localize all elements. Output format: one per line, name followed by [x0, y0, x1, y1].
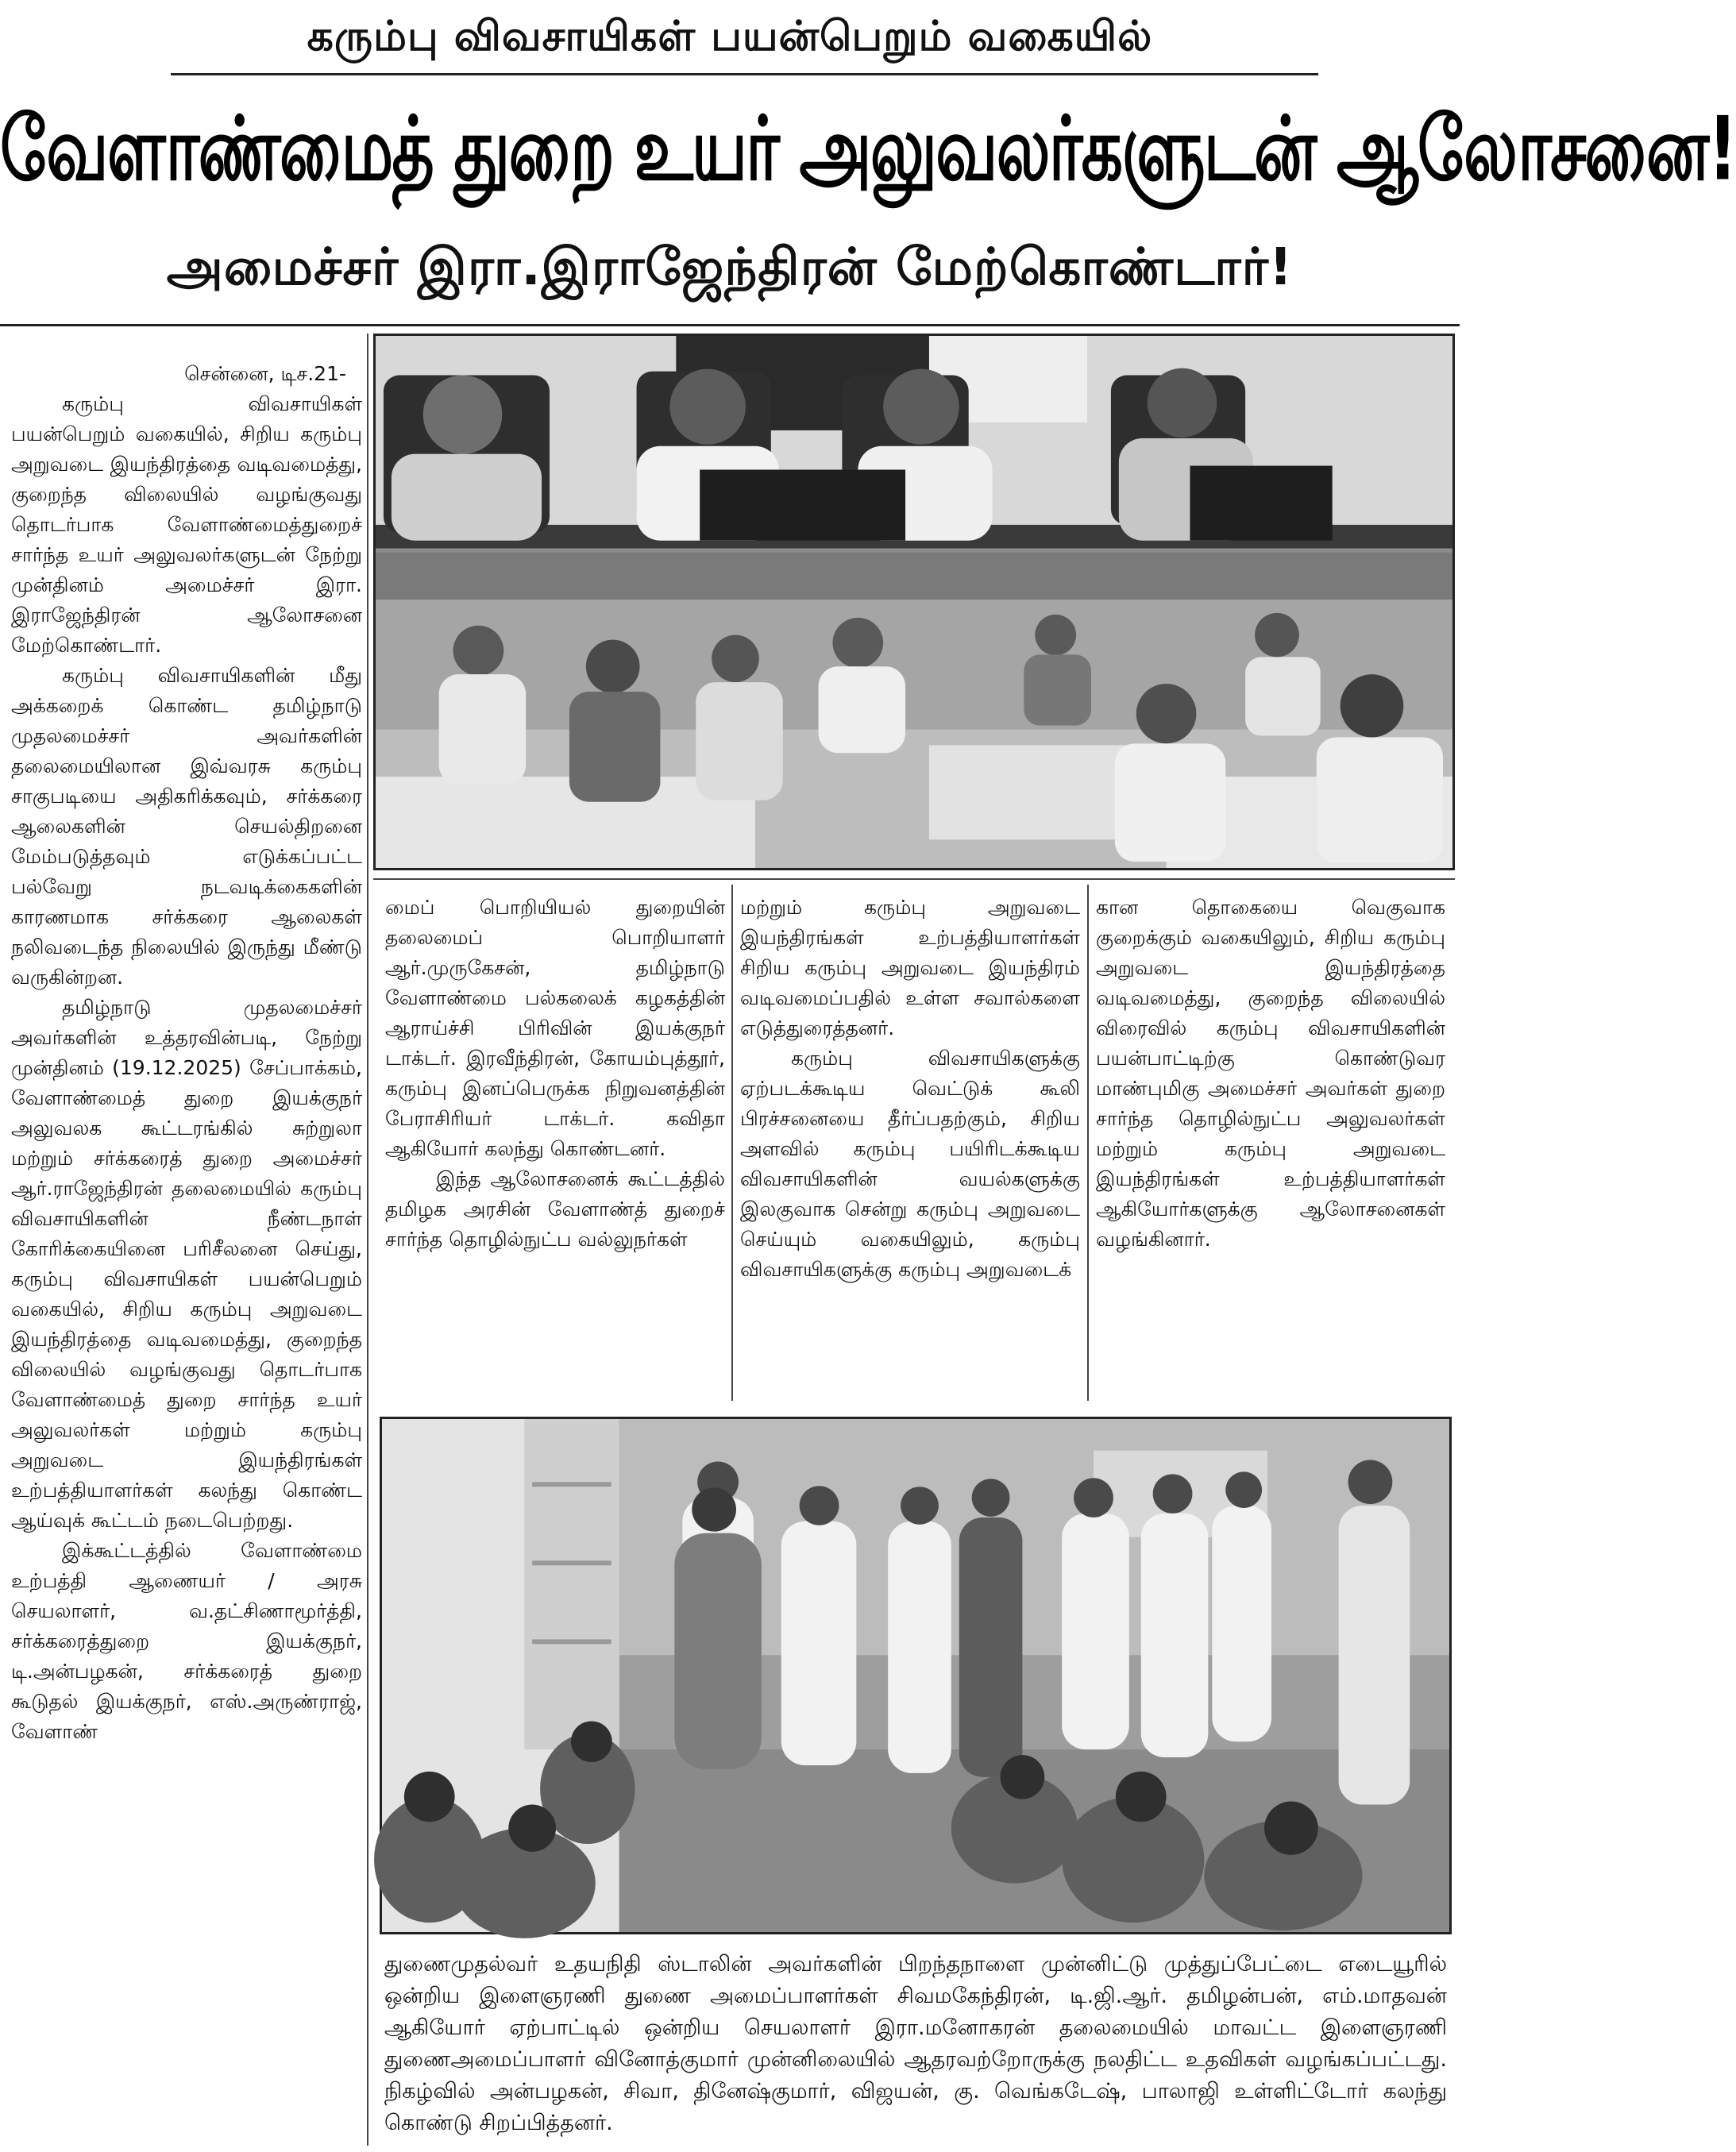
welfare-event-photo [380, 1417, 1452, 1934]
article-paragraph: கரும்பு விவசாயிகள் பயன்பெறும் வகையில், சிறிய கரும்பு அறுவடை இயந்திரத்தை வடிவமைத்து, குறைந்த விலையில் வழங்குவது தொடர்பாக வேளாண்மைத்துறைச் சார்ந்த உயர் அலுவலர்களுடன் நேற்று முன்தினம் அமைச்சர் இரா. இராஜேந்திரன் ஆலோசனை மேற்கொண்டார். [11, 392, 362, 657]
column-divider [731, 885, 733, 1401]
sub-headline: அமைச்சர் இரா.இராஜேந்திரன் மேற்கொண்டார்! [166, 238, 1294, 297]
article-paragraph: கான தொகையை வெகுவாக குறைக்கும் வகையிலும், சிறிய கரும்பு அறுவடை இயந்திரத்தை வடிவமைத்து, குறைந்த விலையில் விரைவில் கரும்பு விவசாயிகளின் பயன்பாட்டிற்கு கொண்டுவர மாண்புமிகு அமைச்சர் அவர்கள் துறை சார்ந்த தொழில்நுட்ப அலுவலர்கள் மற்றும் கரும்பு அறுவடை இயந்திரங்கள் உற்பத்தியாளர்கள் ஆகியோர்களுக்கு ஆலோசனைகள் வழங்கினார். [1096, 896, 1445, 1251]
meeting-photo [373, 334, 1455, 870]
article-paragraph: இக்கூட்டத்தில் வேளாண்மை உற்பத்தி ஆணையர் / அரசு செயலாளர், வ.தட்சிணாமூர்த்தி, சர்க்கரைத்துறை இயக்குநர், டி.அன்பழகன், சர்க்கரைத் துறை கூடுதல் இயக்குநர், எஸ்.அருண்ராஜ், வேளாண் [11, 1539, 362, 1743]
article-paragraph: மற்றும் கரும்பு அறுவடை இயந்திரங்கள் உற்பத்தியாளர்கள் சிறிய கரும்பு அறுவடை இயந்திரம் வடிவமைப்பதில் உள்ள சவால்களை எடுத்துரைத்தனர். [740, 896, 1080, 1039]
article-paragraph: தமிழ்நாடு முதலமைச்சர் அவர்களின் உத்தரவின்படி, நேற்று முன்தினம் (19.12.2025) சேப்பாக்கம், வேளாண்மைத் துறை இயக்குநர் அலுவலக கூட்டரங்கில் சுற்றுலா மற்றும் சர்க்கரைத் துறை அமைச்சர் ஆர்.ராஜேந்திரன் தலைமையில் கரும்பு விவசாயிகளின் நீண்டநாள் கோரிக்கையினை பரிசீலனை செய்து, கரும்பு விவசாயிகள் பயன்பெறும் வகையில், சிறிய கரும்பு அறுவடை இயந்திரத்தை வடிவமைத்து, குறைந்த விலையில் வழங்குவது தொடர்பாக வேளாண்மைத் துறை சார்ந்த உயர் அலுவலர்கள் மற்றும் கரும்பு அறுவடை இயந்திரங்கள் உற்பத்தியாளர்கள் கலந்து கொண்ட ஆய்வுக் கூட்டம் நடைபெற்றது. [11, 996, 362, 1532]
article-column-3 [740, 893, 1080, 1401]
welfare-event-photo-image [382, 1419, 1449, 1932]
column-divider [367, 334, 368, 2146]
header-rule [0, 324, 1460, 326]
article-column-1 [11, 359, 362, 2146]
article-column-2 [385, 893, 725, 1401]
main-headline: வேளாண்மைத் துறை உயர் அலுவலர்களுடன் ஆலோசனை! [0, 98, 1736, 201]
column-divider [1087, 885, 1089, 1401]
article-paragraph: இந்த ஆலோசனைக் கூட்டத்தில் தமிழக அரசின் வேளாண்த் துறைச் சார்ந்த தொழில்நுட்ப வல்லுநர்கள் [385, 1167, 725, 1251]
dateline: சென்னை, டிச.21- [184, 362, 346, 385]
article-paragraph: கரும்பு விவசாயிகளின் மீது அக்கறைக் கொண்ட தமிழ்நாடு முதலமைச்சர் அவர்களின் தலைமையிலான இவ்வரசு கரும்பு சாகுபடியை அதிகரிக்கவும், சர்க்கரை ஆலைகளின் செயல்திறனை மேம்படுத்தவும் எடுக்கப்பட்ட பல்வேறு நடவடிக்கைகளின் காரணமாக சர்க்கரை ஆலைகள் நலிவடைந்த நிலையில் இருந்து மீண்டு வருகின்றன. [11, 664, 362, 989]
article-paragraph: மைப் பொறியியல் துறையின் தலைமைப் பொறியாளர் ஆர்.முருகேசன், தமிழ்நாடு வேளாண்மை பல்கலைக் கழகத்தின் ஆராய்ச்சி பிரிவின் இயக்குநர் டாக்டர். இரவீந்திரன், கோயம்புத்தூர், கரும்பு இனப்பெருக்க நிறுவனத்தின் பேராசிரியர் டாக்டர். கவிதா ஆகியோர் கலந்து கொண்டனர். [385, 896, 725, 1160]
meeting-photo-image [376, 336, 1452, 868]
photo-caption: துணைமுதல்வர் உதயநிதி ஸ்டாலின் அவர்களின் பிறந்தநாளை முன்னிட்டு முத்துப்பேட்டை எடையூரில் ஒன்றிய இளைஞரணி துணை அமைப்பாளர்கள் சிவமகேந்திரன், டி.ஜி.ஆர். தமிழன்பன், எம்.மாதவன் ஆகியோர் ஏற்பாட்டில் ஒன்றிய செயலாளர் இரா.மனோகரன் தலைமையில் மாவட்ட இளைஞரணி துணைஅமைப்பாளர் வினோத்குமார் முன்னிலையில் ஆதரவற்றோருக்கு நலதிட்ட உதவிகள் வழங்கப்பட்டது. நிகழ்வில் அன்பழகன், சிவா, தினேஷ்குமார், விஜயன், கு. வெங்கடேஷ், பாலாஜி உள்ளிட்டோர் கலந்து கொண்டு சிறப்பித்தனர். [384, 1952, 1447, 2135]
photo-rule [373, 878, 1455, 880]
article-paragraph: கரும்பு விவசாயிகளுக்கு ஏற்படக்கூடிய வெட்டுக் கூலி பிரச்சனையை தீர்ப்பதற்கும், சிறிய அளவில் கரும்பு பயிரிடக்கூடிய விவசாயிகளின் வயல்களுக்கு இலகுவாக சென்று கரும்பு அறுவடை செய்யும் வகையிலும், கரும்பு விவசாயிகளுக்கு கரும்பு அறுவடைக் [740, 1047, 1080, 1281]
article-column-4 [1096, 893, 1445, 1401]
kicker-headline: கரும்பு விவசாயிகள் பயன்பெறும் வகையில் [307, 13, 1153, 60]
